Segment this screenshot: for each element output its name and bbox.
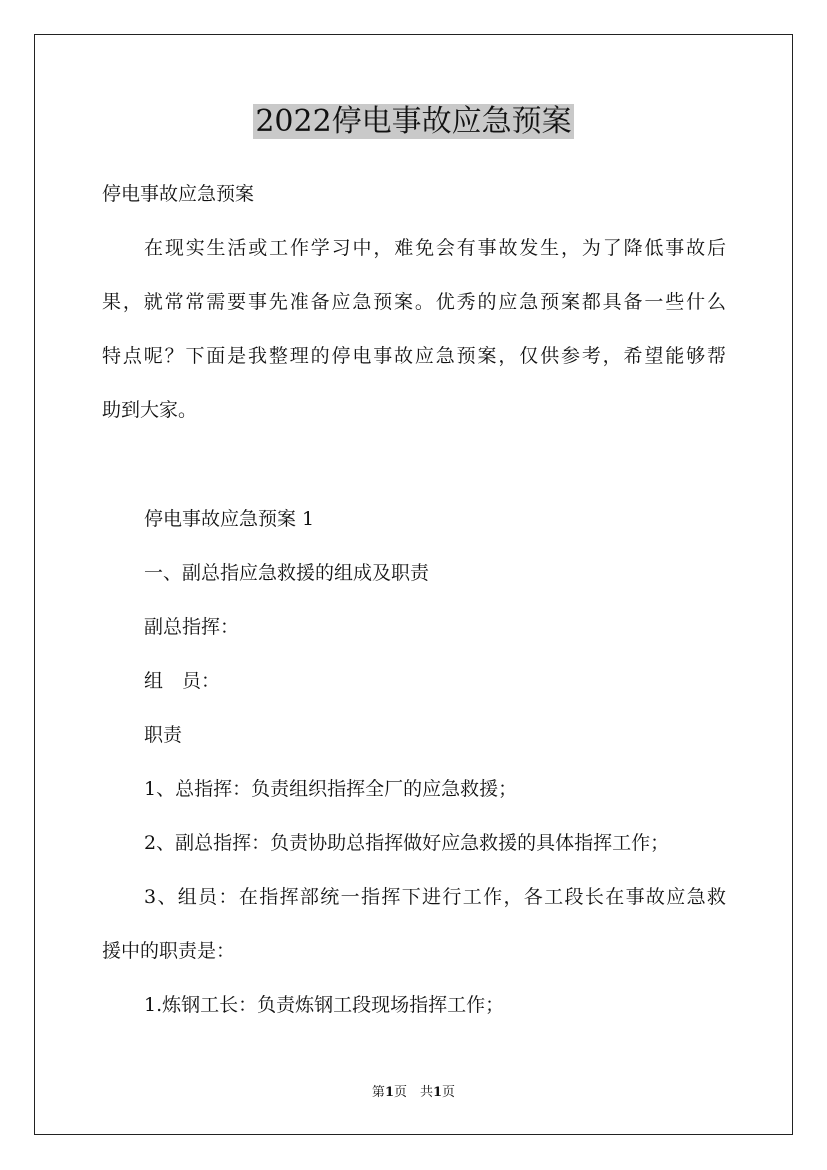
intro-line-4: 助到大家。 xyxy=(102,399,198,421)
footer-suffix: 页 xyxy=(442,1085,456,1100)
duty-3-line-2: 援中的职责是： xyxy=(102,940,236,962)
document-title xyxy=(0,102,827,142)
footer-page-total: 1 xyxy=(433,1085,443,1100)
item-1: 1.炼钢工长：负责炼钢工段现场指挥工作； xyxy=(144,994,505,1016)
footer-page-num: 1 xyxy=(384,1085,394,1100)
intro-line-3: 特点呢？下面是我整理的停电事故应急预案，仅供参考，希望能够帮 xyxy=(102,345,726,367)
duty-3-line-1: 3、组员：在指挥部统一指挥下进行工作，各工段长在事故应急救 xyxy=(144,886,726,908)
duties-label: 职责 xyxy=(144,724,183,746)
duty-2: 2、副总指挥：负责协助总指挥做好应急救援的具体指挥工作； xyxy=(144,832,670,854)
heading-1: 一、副总指应急救援的组成及职责 xyxy=(144,562,430,584)
document-title-text: 2022停电事故应急预案 xyxy=(255,104,572,139)
footer-mid: 页 共 xyxy=(393,1085,433,1100)
page-footer xyxy=(0,1085,827,1101)
members-label: 组 员： xyxy=(144,670,221,692)
section-title: 停电事故应急预案 1 xyxy=(144,508,315,530)
intro-line-2: 果，就常常需要事先准备应急预案。优秀的应急预案都具备一些什么 xyxy=(102,291,726,313)
document-subtitle: 停电事故应急预案 xyxy=(102,183,255,205)
footer-prefix: 第 xyxy=(371,1085,385,1100)
duty-1: 1、总指挥：负责组织指挥全厂的应急救援； xyxy=(144,778,518,800)
deputy-commander-label: 副总指挥： xyxy=(144,616,240,638)
intro-line-1: 在现实生活或工作学习中，难免会有事故发生，为了降低事故后 xyxy=(144,237,726,259)
